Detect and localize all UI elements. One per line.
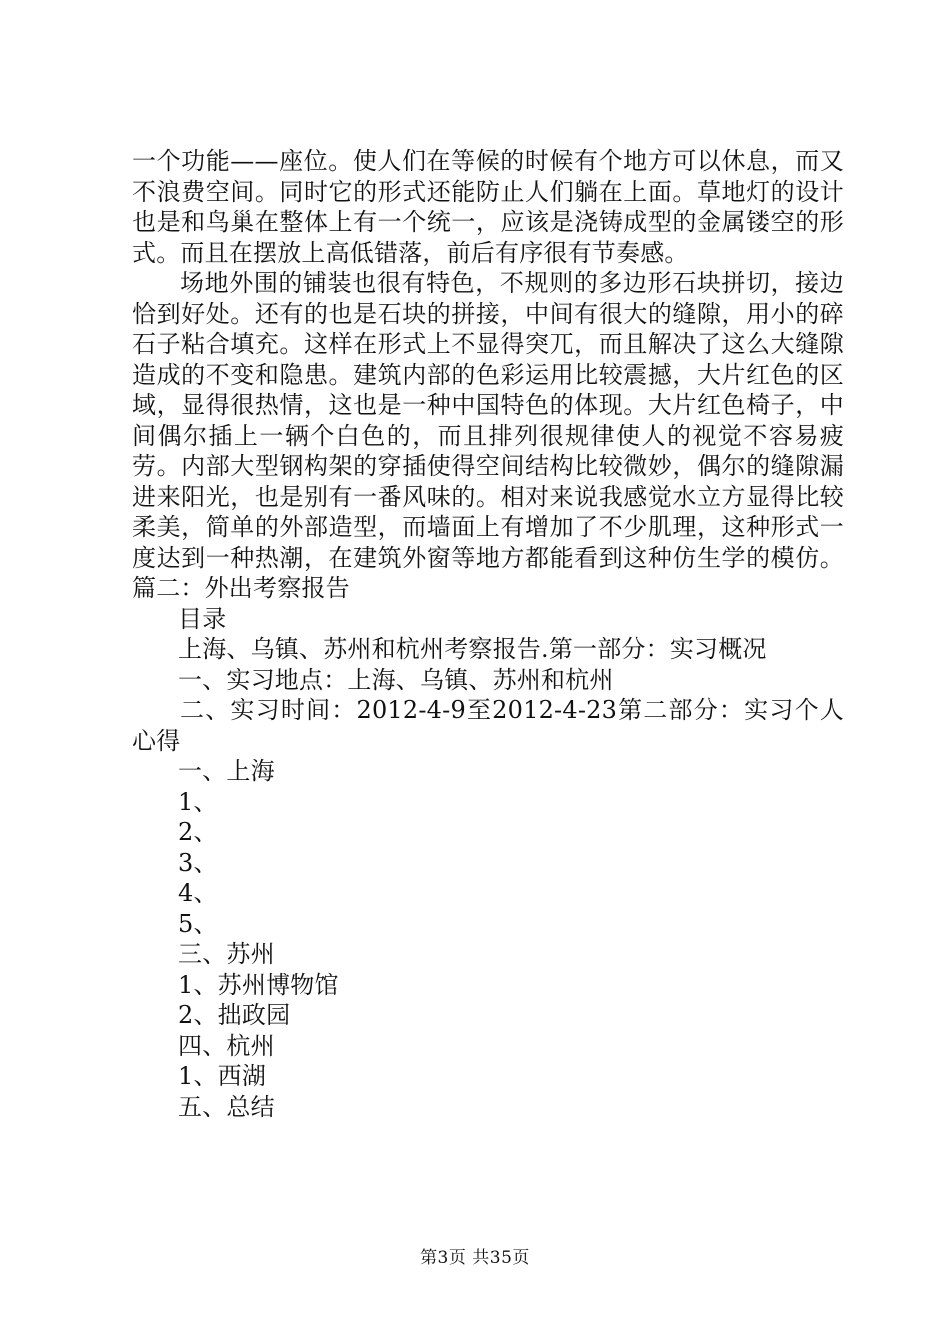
outline-toc-heading: 目录 (178, 604, 227, 633)
list-item: 3、 (178, 848, 218, 877)
outline-report-title: 上海、乌镇、苏州和杭州考察报告.第一部分：实习概况 (178, 635, 767, 663)
paragraph-seat-design: 一个功能——座位。使人们在等候的时候有个地方可以休息，而又不浪费空间。同时它的形式还能防止人们躺在上面。草地灯的设计也是和鸟巢在整体上有一个统一，应该是浇铸成型的金属镂空的形式。而且在摆放上高低错落，前后有序很有节奏感。 (132, 147, 844, 267)
section-suzhou: 三、苏州 (178, 940, 275, 968)
section-shanghai: 一、上海 (178, 757, 275, 785)
section-summary: 五、总结 (178, 1092, 275, 1121)
section-hangzhou: 四、杭州 (178, 1031, 275, 1060)
page-number-footer: 第3页 共35页 (420, 1248, 530, 1268)
document-body (132, 146, 844, 1122)
list-item: 2、 (178, 818, 218, 846)
list-item: 4、 (178, 879, 218, 907)
list-item: 1、 (178, 787, 218, 816)
list-item: 1、苏州博物馆 (178, 970, 339, 999)
list-item: 5、 (178, 909, 218, 938)
list-item: 2、拙政园 (178, 1001, 291, 1029)
paragraph-paving-and-interior: 场地外围的铺装也很有特色，不规则的多边形石块拼切，接边恰到好处。还有的也是石块的拼接，中间有很大的缝隙，用小的碎石子粘合填充。这样在形式上不显得突兀，而且解决了这么大缝隙造成的不变和隐患。建筑内部的色彩运用比较震撼，大片红色的区域，显得很热情，这也是一种中国特色的体现。大片红色椅子，中间偶尔插上一辆个白色的，而且排列很规律使人的视觉不容易疲劳。内部大型钢构架的穿插使得空间结构比较微妙，偶尔的缝隙漏进来阳光，也是别有一番风味的。相对来说我感觉水立方显得比较柔美，简单的外部造型，而墙面上有增加了不少肌理，这种形式一度达到一种热潮，在建筑外窗等地方都能看到这种仿生学的模仿。篇二：外出考察报告 (132, 269, 844, 602)
list-item: 1、西湖 (178, 1062, 267, 1090)
outline-time: 二、实习时间：2012-4-9至2012-4-23第二部分：实习个人心得 (132, 696, 844, 755)
outline-location: 一、实习地点：上海、乌镇、苏州和杭州 (178, 665, 614, 694)
